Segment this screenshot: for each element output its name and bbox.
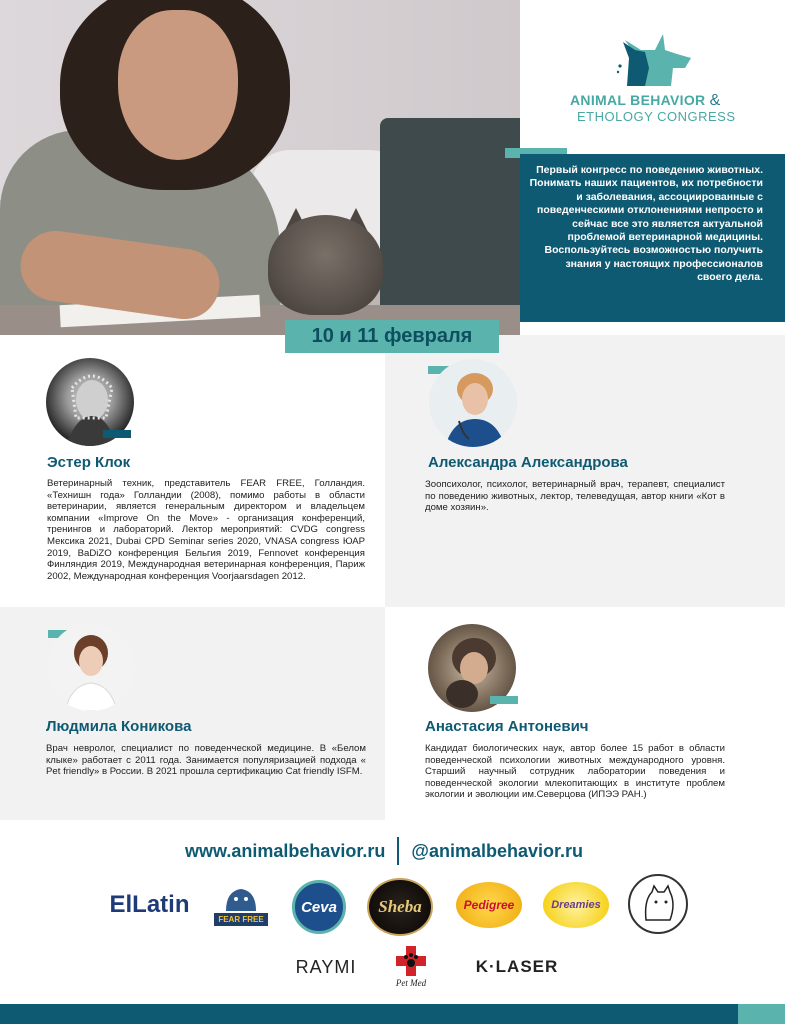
logo-title-text: ANIMAL BEHAVIOR xyxy=(570,92,706,108)
sponsor-pedigree-logo: Pedigree xyxy=(456,882,522,928)
petmed-label: Pet Med xyxy=(395,978,427,988)
website-link[interactable]: www.animalbehavior.ru xyxy=(185,840,386,861)
speaker-bio: Зоопсихолог, психолог, ветеринарный врач, терапевт, специалист по поведению животных, лектор, телеведущая, автор книги «Кот в доме хозяин». xyxy=(425,479,725,514)
logo-title xyxy=(570,92,721,110)
avatar xyxy=(47,623,135,711)
avatar-tag xyxy=(490,696,518,704)
red-cross-paw-icon xyxy=(394,944,428,978)
hero-photo xyxy=(0,0,520,335)
social-link[interactable]: @animalbehavior.ru xyxy=(411,840,583,861)
links-divider xyxy=(397,837,399,865)
cat-dog-logo-icon xyxy=(615,28,695,88)
hero-woman-face xyxy=(118,10,238,160)
speaker-bio: Кандидат биологических наук, автор более 15 работ в области поведенческой психологии животных международного уровня. Старший научный сотрудник лаборатории поведения и поведенческой экологии млекопитающих в институте проблем экологии и эволюции им.Северцова (ИПЭЭ РАН.) xyxy=(425,743,725,801)
avatar-tag xyxy=(103,430,131,438)
avatar xyxy=(429,359,517,447)
speaker-name: Александра Александрова xyxy=(428,454,628,471)
logo-ampersand: & xyxy=(709,92,721,109)
bottom-bar xyxy=(0,1004,785,1024)
cat-sketch-icon xyxy=(634,880,682,928)
sponsor-petmed-logo xyxy=(386,940,436,992)
sponsor-ceva-logo: Ceva xyxy=(292,880,346,934)
sponsor-ellatin-logo: ElLatin xyxy=(109,891,190,918)
sponsor-fearfree-logo xyxy=(212,878,270,930)
hero-cat xyxy=(268,215,383,315)
speaker-bio: Ветеринарный техник, представитель FEAR FREE, Голландия. «Технишн года» Голландии (2008), помимо работы в области ветеринарии, является генеральным директором и владельцем компании «Improve On the Move» - организация конференций, тренингов и лабораторий. Лектор мероприятий: CVDG congress Мексика 2021, Dubai CPD Seminar series 2020, VNASA congress ЮАР 2019, BaDiZO конференция Бельгия 2019, Fennovet конференция Финляндия 2019, Международная ветеринарная конференция, Париж 2002, Международная конференция Voorjaarsdagen 2012. xyxy=(47,478,365,582)
hero-laptop xyxy=(380,118,520,335)
sponsor-sheba-logo: Sheba xyxy=(367,878,433,936)
speaker-name: Эстер Клок xyxy=(47,454,131,471)
fearfree-dog-icon xyxy=(218,883,264,913)
description-box: Первый конгресс по поведению животных. Понимать наших пациентов, их потребности и заболевания, ассоциированные с поведенческими отклонениями непросто и сейчас все это является актуальной проблемой ветеринарной медицины. Воспользуйтесь возможностью получить знания у настоящих профессионалов своего дела. xyxy=(520,154,785,322)
speaker-bio: Врач невролог, специалист по поведенческой медицине. В «Белом клыке» работает с 2011 года. Занимается популяризацией подхода « Pet friendly» в России. В 2021 прошла сертификацию Cat friendly ISFM. xyxy=(46,743,366,778)
speaker-name: Анастасия Антоневич xyxy=(425,718,589,735)
contact-links xyxy=(185,836,583,866)
speaker-name: Людмила Коникова xyxy=(46,718,192,735)
logo-subtitle: ETHOLOGY CONGRESS xyxy=(577,109,736,124)
bottom-accent xyxy=(738,1004,785,1024)
fearfree-label: FEAR FREE xyxy=(214,913,267,926)
speaker-photo xyxy=(47,623,135,711)
sponsor-klaser-logo: K·LASER xyxy=(475,957,559,976)
sponsor-dreamies-logo: Dreamies xyxy=(543,882,609,928)
sponsor-raymi-logo: RAYMI xyxy=(295,956,357,977)
speaker-photo xyxy=(429,359,517,447)
sponsor-cat-sketch-logo xyxy=(628,874,688,934)
date-banner: 10 и 11 февраля xyxy=(285,320,499,353)
